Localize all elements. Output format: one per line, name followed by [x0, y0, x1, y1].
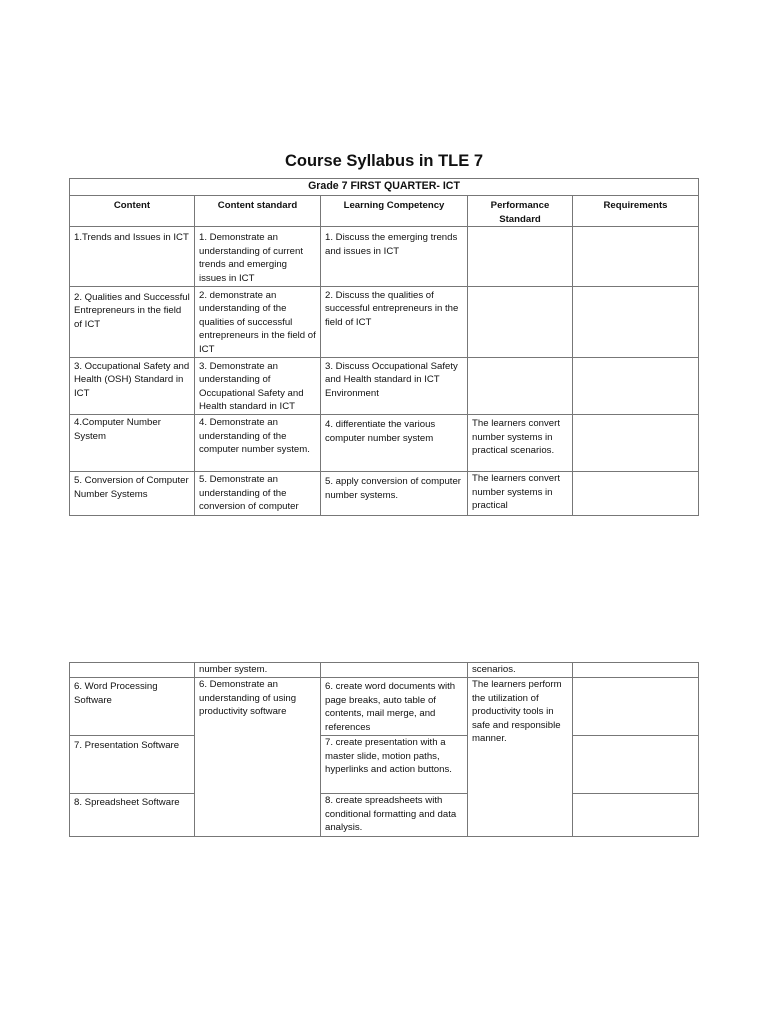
table-row — [70, 678, 699, 736]
requirements-cell — [573, 414, 699, 471]
requirements-cell — [573, 471, 699, 515]
grade-quarter-row: Grade 7 FIRST QUARTER- ICT — [70, 179, 699, 196]
learning-competency-cell: 1. Discuss the emerging trends and issues in ICT — [321, 227, 468, 286]
content-standard-continuation: number system. — [195, 663, 321, 678]
learning-competency-cell: 8. create spreadsheets with conditional formatting and data analysis. — [321, 794, 468, 837]
requirements-cell — [573, 286, 699, 357]
performance-standard-merged-cell: The learners perform the utilization of productivity tools in safe and responsible manner. — [468, 678, 573, 837]
performance-standard-cell — [468, 227, 573, 286]
learning-competency-cell: 6. create word documents with page breaks, auto table of contents, mail merge, and references — [321, 678, 468, 736]
requirements-cell — [573, 663, 699, 678]
page-title: Course Syllabus in TLE 7 — [284, 152, 484, 170]
content-cell — [70, 663, 195, 678]
content-standard-cell: 4. Demonstrate an understanding of the computer number system. — [195, 414, 321, 471]
table-row — [70, 414, 699, 471]
content-cell: 1.Trends and Issues in ICT — [70, 227, 195, 286]
performance-standard-cell: The learners convert number systems in practical scenarios. — [468, 414, 573, 471]
content-cell: 5. Conversion of Computer Number Systems — [70, 471, 195, 515]
table-row — [70, 227, 699, 286]
performance-standard-cell — [468, 286, 573, 357]
requirements-cell — [573, 357, 699, 414]
continuation-row — [70, 663, 699, 678]
syllabus-table-part-2 — [69, 662, 699, 837]
content-standard-merged-cell: 6. Demonstrate an understanding of using productivity software — [195, 678, 321, 837]
header-content: Content — [70, 196, 195, 227]
learning-competency-cell — [321, 663, 468, 678]
content-cell: 8. Spreadsheet Software — [70, 794, 195, 837]
content-standard-cell: 2. demonstrate an understanding of the qualities of successful entrepreneurs in the field of ICT — [195, 286, 321, 357]
table-row — [70, 357, 699, 414]
learning-competency-cell: 2. Discuss the qualities of successful entrepreneurs in the field of ICT — [321, 286, 468, 357]
learning-competency-cell: 3. Discuss Occupational Safety and Health standard in ICT Environment — [321, 357, 468, 414]
header-performance-standard: Performance Standard — [468, 196, 573, 227]
table-row — [70, 286, 699, 357]
learning-competency-cell: 5. apply conversion of computer number systems. — [321, 471, 468, 515]
content-cell: 3. Occupational Safety and Health (OSH) Standard in ICT — [70, 357, 195, 414]
content-cell: 7. Presentation Software — [70, 736, 195, 794]
content-cell: 2. Qualities and Successful Entrepreneurs in the field of ICT — [70, 286, 195, 357]
performance-standard-cell — [468, 357, 573, 414]
table-row — [70, 794, 699, 837]
header-content-standard: Content standard — [195, 196, 321, 227]
requirements-cell — [573, 678, 699, 736]
content-standard-cell: 5. Demonstrate an understanding of the conversion of computer — [195, 471, 321, 515]
table-row — [70, 736, 699, 794]
header-learning-competency: Learning Competency — [321, 196, 468, 227]
syllabus-table-part-1 — [69, 178, 699, 516]
requirements-cell — [573, 736, 699, 794]
header-requirements: Requirements — [573, 196, 699, 227]
performance-standard-continuation: scenarios. — [468, 663, 573, 678]
content-cell: 4.Computer Number System — [70, 414, 195, 471]
content-standard-cell: 1. Demonstrate an understanding of current trends and emerging issues in ICT — [195, 227, 321, 286]
content-cell: 6. Word Processing Software — [70, 678, 195, 736]
learning-competency-cell: 7. create presentation with a master slide, motion paths, hyperlinks and action buttons. — [321, 736, 468, 794]
content-standard-cell: 3. Demonstrate an understanding of Occupational Safety and Health standard in ICT — [195, 357, 321, 414]
performance-standard-cell: The learners convert number systems in practical — [468, 471, 573, 515]
learning-competency-cell: 4. differentiate the various computer number system — [321, 414, 468, 471]
table-row — [70, 471, 699, 515]
requirements-cell — [573, 227, 699, 286]
requirements-cell — [573, 794, 699, 837]
